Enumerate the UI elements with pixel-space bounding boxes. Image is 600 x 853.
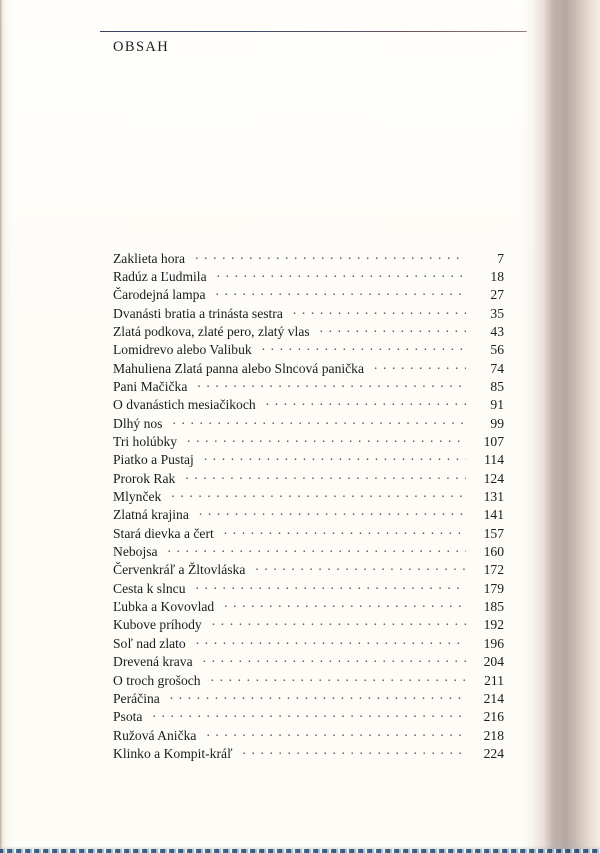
toc-dot-leader (243, 744, 466, 758)
toc-entry-page-number: 18 (490, 268, 504, 284)
toc-entry (113, 671, 504, 689)
toc-dot-leader (196, 634, 466, 648)
toc-entry (113, 414, 504, 432)
toc-entry-title: Červenkráľ a Žltovláska (113, 562, 246, 578)
toc-dot-leader (374, 359, 466, 373)
toc-entry-title: Soľ nad zlato (113, 635, 186, 651)
toc-entry-page-number: 85 (490, 379, 504, 394)
toc-dot-leader (255, 561, 466, 575)
toc-entry-title: Zlatá podkova, zlaté pero, zlatý vlas (113, 323, 310, 339)
toc-dot-leader (199, 506, 466, 520)
toc-entry-title: Čarodejná lampa (113, 287, 206, 303)
toc-entry-page-number: 56 (490, 342, 504, 358)
toc-dot-leader (224, 524, 466, 538)
toc-entry-title: Peráčina (113, 690, 160, 706)
toc-entry (113, 469, 504, 487)
toc-entry-page-number: 107 (483, 434, 504, 450)
toc-entry-title: Klinko a Kompit-kráľ (113, 745, 233, 761)
toc-entry-page-number: 160 (483, 544, 504, 560)
toc-entry-page-number: 124 (483, 470, 504, 486)
toc-entry-title: Mlynček (113, 489, 162, 505)
toc-entry (113, 249, 504, 267)
toc-entry (113, 341, 504, 359)
toc-entry-title: Prorok Rak (113, 470, 176, 486)
header-rule (100, 31, 527, 32)
toc-dot-leader (293, 304, 466, 318)
toc-entry-title: Ľubka a Kovovlad (113, 599, 215, 615)
toc-entry-title: Zlatná krajina (113, 507, 189, 523)
toc-entry (113, 286, 504, 304)
toc-dot-leader (172, 414, 466, 428)
toc-entry-title: Nebojsa (113, 544, 158, 560)
toc-entry (113, 304, 504, 322)
toc-entry-page-number: 218 (483, 727, 504, 743)
toc-dot-leader (196, 579, 467, 593)
toc-entry-title: Psota (113, 709, 143, 725)
toc-entry (113, 744, 504, 762)
toc-entry (113, 359, 504, 377)
toc-dot-leader (204, 451, 466, 465)
binding-gutter-shadow (522, 0, 600, 853)
toc-entry (113, 524, 504, 542)
toc-entry (113, 616, 504, 634)
toc-dot-leader (217, 267, 466, 281)
toc-dot-leader (171, 487, 466, 501)
table-of-contents (113, 249, 504, 763)
toc-entry-title: Lomidrevo alebo Valibuk (113, 342, 252, 358)
toc-entry-title: Ružová Anička (113, 727, 197, 743)
toc-dot-leader (195, 249, 466, 263)
toc-entry-page-number: 35 (490, 305, 504, 321)
toc-entry-page-number: 185 (483, 599, 504, 615)
toc-entry-page-number: 43 (490, 323, 504, 339)
toc-entry (113, 487, 504, 505)
toc-dot-leader (266, 396, 466, 410)
toc-entry-page-number: 99 (490, 415, 504, 431)
toc-dot-leader (197, 377, 466, 391)
toc-entry-page-number: 74 (490, 360, 504, 376)
toc-entry-title: Mahuliena Zlatá panna alebo Slncová panička (113, 360, 365, 376)
toc-entry (113, 579, 504, 597)
toc-dot-leader (262, 341, 466, 355)
toc-entry-title: Radúz a Ľudmila (113, 268, 207, 284)
toc-dot-leader (211, 671, 466, 685)
toc-entry-page-number: 192 (483, 617, 504, 633)
toc-entry-title: Stará dievka a čert (113, 525, 214, 541)
toc-entry-page-number: 224 (483, 745, 504, 761)
bottom-scan-artifact (0, 849, 600, 853)
toc-dot-leader (206, 726, 466, 740)
toc-dot-leader (203, 653, 466, 667)
toc-entry-page-number: 172 (483, 562, 504, 578)
toc-entry (113, 689, 504, 707)
toc-entry-page-number: 179 (483, 580, 504, 596)
toc-entry-title: Dvanásti bratia a trinásta sestra (113, 305, 283, 321)
toc-entry (113, 653, 504, 671)
toc-entry (113, 451, 504, 469)
toc-dot-leader (215, 286, 466, 300)
toc-entry-title: Dlhý nos (113, 415, 163, 431)
toc-entry (113, 726, 504, 744)
toc-entry (113, 506, 504, 524)
toc-entry-page-number: 216 (483, 709, 504, 725)
toc-entry (113, 396, 504, 414)
toc-entry (113, 598, 504, 616)
toc-entry (113, 432, 504, 450)
toc-entry-title: O dvanástich mesiačikoch (113, 397, 256, 413)
toc-dot-leader (224, 598, 466, 612)
page-title: OBSAH (113, 39, 170, 55)
toc-entry-title: Zaklieta hora (113, 250, 186, 266)
toc-entry-page-number: 211 (484, 672, 504, 688)
toc-dot-leader (152, 708, 466, 722)
toc-entry (113, 377, 504, 395)
toc-entry-page-number: 114 (484, 452, 504, 468)
toc-dot-leader (320, 322, 466, 336)
toc-dot-leader (187, 432, 466, 446)
toc-entry-title: Cesta k slncu (113, 580, 186, 596)
toc-dot-leader (185, 469, 466, 483)
toc-entry-title: Drevená krava (113, 654, 193, 670)
toc-entry (113, 267, 504, 285)
toc-dot-leader (212, 616, 466, 630)
toc-entry-page-number: 7 (497, 250, 504, 266)
toc-entry (113, 634, 504, 652)
toc-entry-page-number: 131 (483, 489, 504, 505)
toc-entry (113, 543, 504, 561)
toc-entry-title: Kubove príhody (113, 617, 202, 633)
toc-entry-page-number: 27 (490, 287, 504, 303)
toc-entry (113, 708, 504, 726)
left-edge-scan-artifact (0, 0, 14, 853)
toc-entry-page-number: 157 (483, 525, 504, 541)
toc-entry-page-number: 204 (483, 654, 504, 670)
toc-entry-title: Piatko a Pustaj (113, 452, 194, 468)
toc-entry-title: Pani Mačička (113, 379, 188, 394)
toc-dot-leader (168, 543, 466, 557)
toc-dot-leader (170, 689, 466, 703)
toc-entry (113, 322, 504, 340)
gutter-shadow-core (544, 0, 570, 853)
toc-entry-page-number: 196 (483, 635, 504, 651)
toc-entry-title: Tri holúbky (113, 434, 178, 450)
toc-entry (113, 561, 504, 579)
toc-entry-title: O troch grošoch (113, 672, 201, 688)
toc-entry-page-number: 141 (483, 507, 504, 523)
toc-entry-page-number: 91 (490, 397, 504, 413)
toc-entry-page-number: 214 (483, 690, 504, 706)
